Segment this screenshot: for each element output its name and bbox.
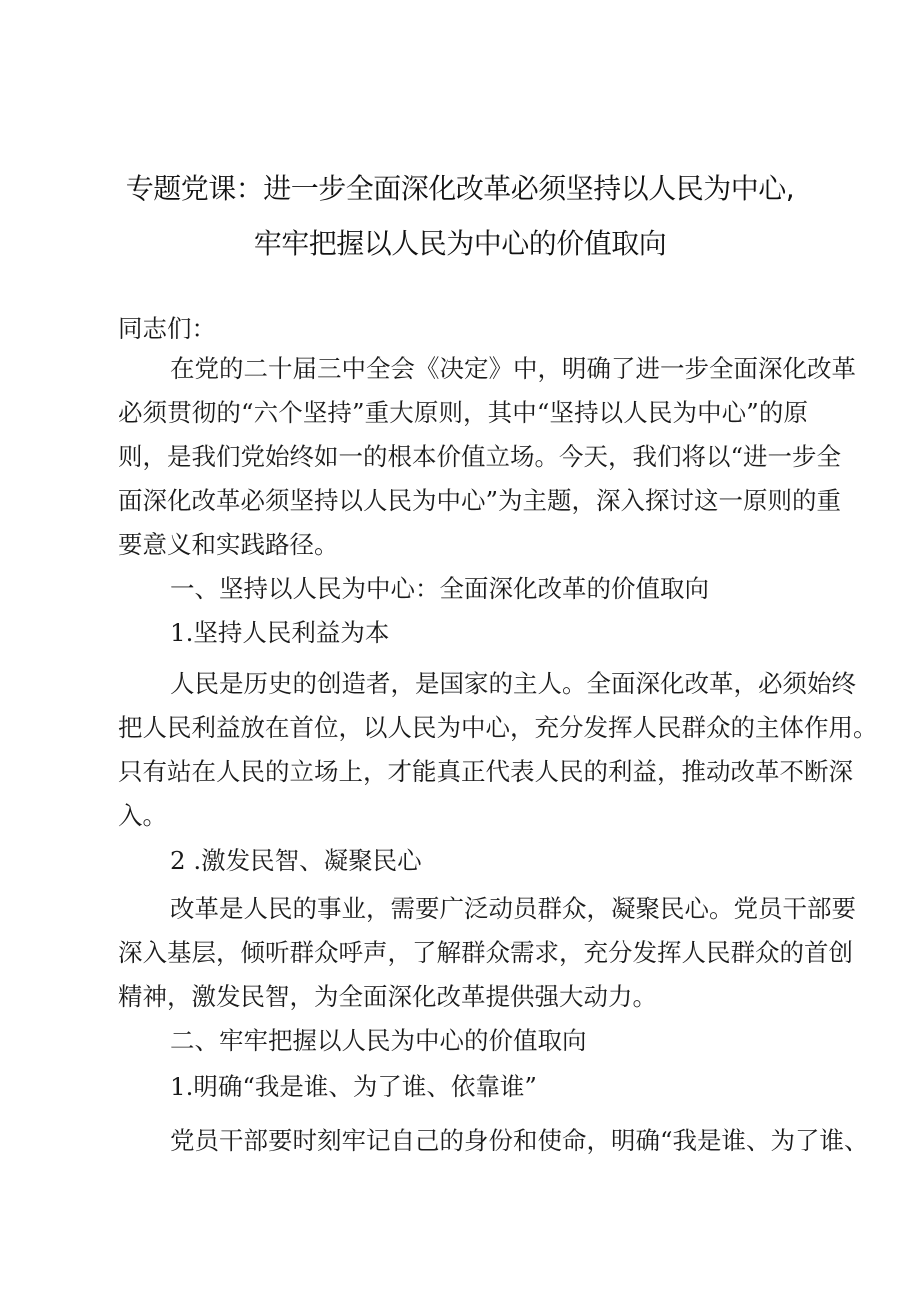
document-title-line-2: 牢牢把握以人民为中心的价值取向: [253, 227, 667, 260]
paragraph-2-line: 只有站在人民的立场上，才能真正代表人民的利益，推动改革不断深: [118, 757, 853, 786]
subsection-1-heading: 1.坚持人民利益为本: [170, 618, 390, 647]
paragraph-3-line: 改革是人民的事业，需要广泛动员群众，凝聚民心。党员干部要: [170, 894, 856, 923]
paragraph-1-line: 则，是我们党始终如一的根本价值立场。今天，我们将以“进一步全: [118, 442, 842, 471]
paragraph-2-line: 把人民利益放在首位，以人民为中心，充分发挥人民群众的主体作用。: [118, 713, 878, 742]
paragraph-1-line: 在党的二十届三中全会《决定》中，明确了进一步全面深化改革: [170, 354, 856, 383]
document-title-line-1: 专题党课：进一步全面深化改革必须坚持以人民为中心,: [125, 172, 795, 205]
subsection-2-heading: 2 .激发民智、凝聚民心: [170, 846, 422, 875]
paragraph-1-line: 面深化改革必须坚持以人民为中心”为主题，深入探讨这一原则的重: [118, 486, 842, 515]
salutation: 同志们：: [118, 314, 216, 343]
paragraph-4-line: 党员干部要时刻牢记自己的身份和使命，明确“我是谁、为了谁、: [170, 1126, 869, 1155]
paragraph-2-line: 人民是历史的创造者，是国家的主人。全面深化改革，必须始终: [170, 669, 856, 698]
paragraph-2-line: 入。: [118, 801, 167, 830]
section-2-heading: 二、牢牢把握以人民为中心的价值取向: [170, 1026, 587, 1055]
subsection-3-heading: 1.明确“我是谁、为了谁、依靠谁”: [170, 1072, 537, 1101]
paragraph-1-line: 必须贯彻的“六个坚持”重大原则，其中“坚持以人民为中心”的原: [118, 398, 808, 427]
paragraph-3-line: 深入基层，倾听群众呼声，了解群众需求，充分发挥人民群众的首创: [118, 938, 853, 967]
paragraph-1-line: 要意义和实践路径。: [118, 530, 339, 559]
paragraph-3-line: 精神，激发民智，为全面深化改革提供强大动力。: [118, 982, 657, 1011]
section-1-heading: 一、坚持以人民为中心：全面深化改革的价值取向: [170, 574, 709, 603]
